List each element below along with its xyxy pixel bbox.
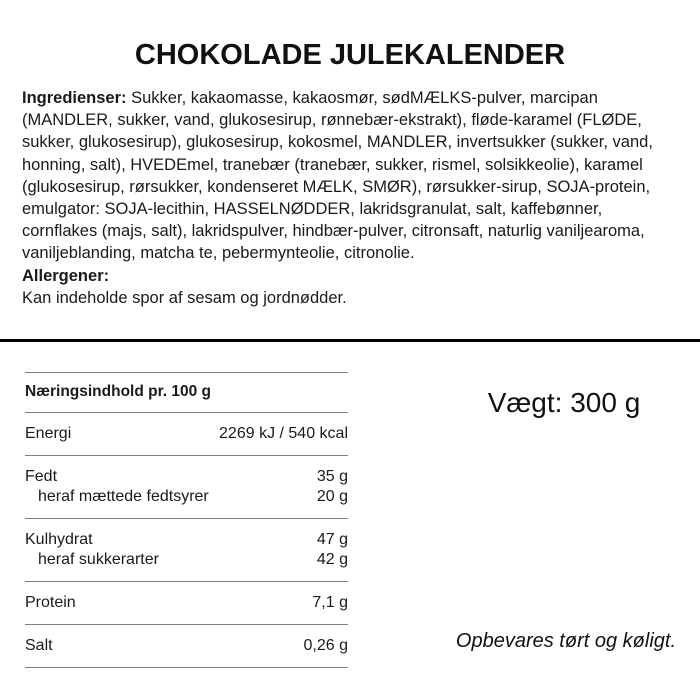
table-row [25,530,348,550]
nutrition-row-label: Kulhydrat [25,531,93,548]
nutrition-row-value: 47 g [316,531,348,548]
table-row [25,467,348,487]
page-title: CHOKOLADE JULEKALENDER [134,39,566,72]
nutrition-row-value: 0,26 g [303,637,348,654]
nutrition-group-carbs [25,518,348,581]
ingredients-text: Sukker, kakaomasse, kakaosmør, sødMÆLKS-pulver, marcipan (MANDLER, sukker, vand, glukosesirup, rønnebær-ekstrakt), fløde-karamel (FLØDE, sukker, glukosesirup), glukosesirup, kokosmel, MANDLER, invertsukker (sukker, vand, honning, salt), HVEDEmel, tranebær (tranebær, sukker, rismel, solsikkeolie), karamel (glukosesirup, rørsukker, kondenseret MÆLK, SMØR), rørsukker-sirup, SOJA-protein, emulgator: SOJA-lecithin, HASSELNØDDER, lakridsgranulat, salt, kaffebønner, cornflakes (majs, salt), lakridspulver, hindbær-pulver, citronsaft, naturlig vaniljearoma, vaniljeblanding, matcha te, pebermynteolie, citronolie. [22,89,653,263]
storage-note: Opbevares tørt og køligt. [455,630,676,652]
ingredients-paragraph [22,87,680,265]
weight-text: Vægt: 300 g [487,387,641,418]
nutrition-row-label: Energi [25,425,72,442]
section-divider [0,339,700,342]
table-row [25,550,348,570]
nutrition-row-label: Protein [25,594,76,611]
nutrition-row-value: 20 g [316,488,348,505]
nutrition-row-label: Fedt [25,468,58,485]
allergens-text: Kan indeholde spor af sesam og jordnødder. [22,288,347,307]
nutrition-row-label: Salt [25,637,53,654]
nutrition-group-fat [25,455,348,518]
nutrition-row-value: 2269 kJ / 540 kcal [219,425,348,442]
ingredients-section [22,87,680,309]
nutrition-row-value: 35 g [316,468,348,485]
nutrition-group-protein [25,581,348,624]
table-row [25,487,348,507]
nutrition-row-label: heraf mættede fedtsyrer [38,488,209,505]
allergens-label: Allergener: [22,266,110,285]
nutrition-group-salt [25,624,348,667]
table-row [25,593,348,613]
table-row [25,424,348,444]
nutrition-row-value: 7,1 g [312,594,348,611]
nutrition-header-group [25,373,348,412]
ingredients-label: Ingredienser: [22,89,127,107]
nutrition-row-value: 42 g [316,551,348,568]
nutrition-table [25,372,348,668]
nutrition-header: Næringsindhold pr. 100 g [25,383,212,400]
nutrition-row-label: heraf sukkerarter [38,551,159,568]
nutrition-group-energy [25,412,348,455]
table-row [25,636,348,656]
